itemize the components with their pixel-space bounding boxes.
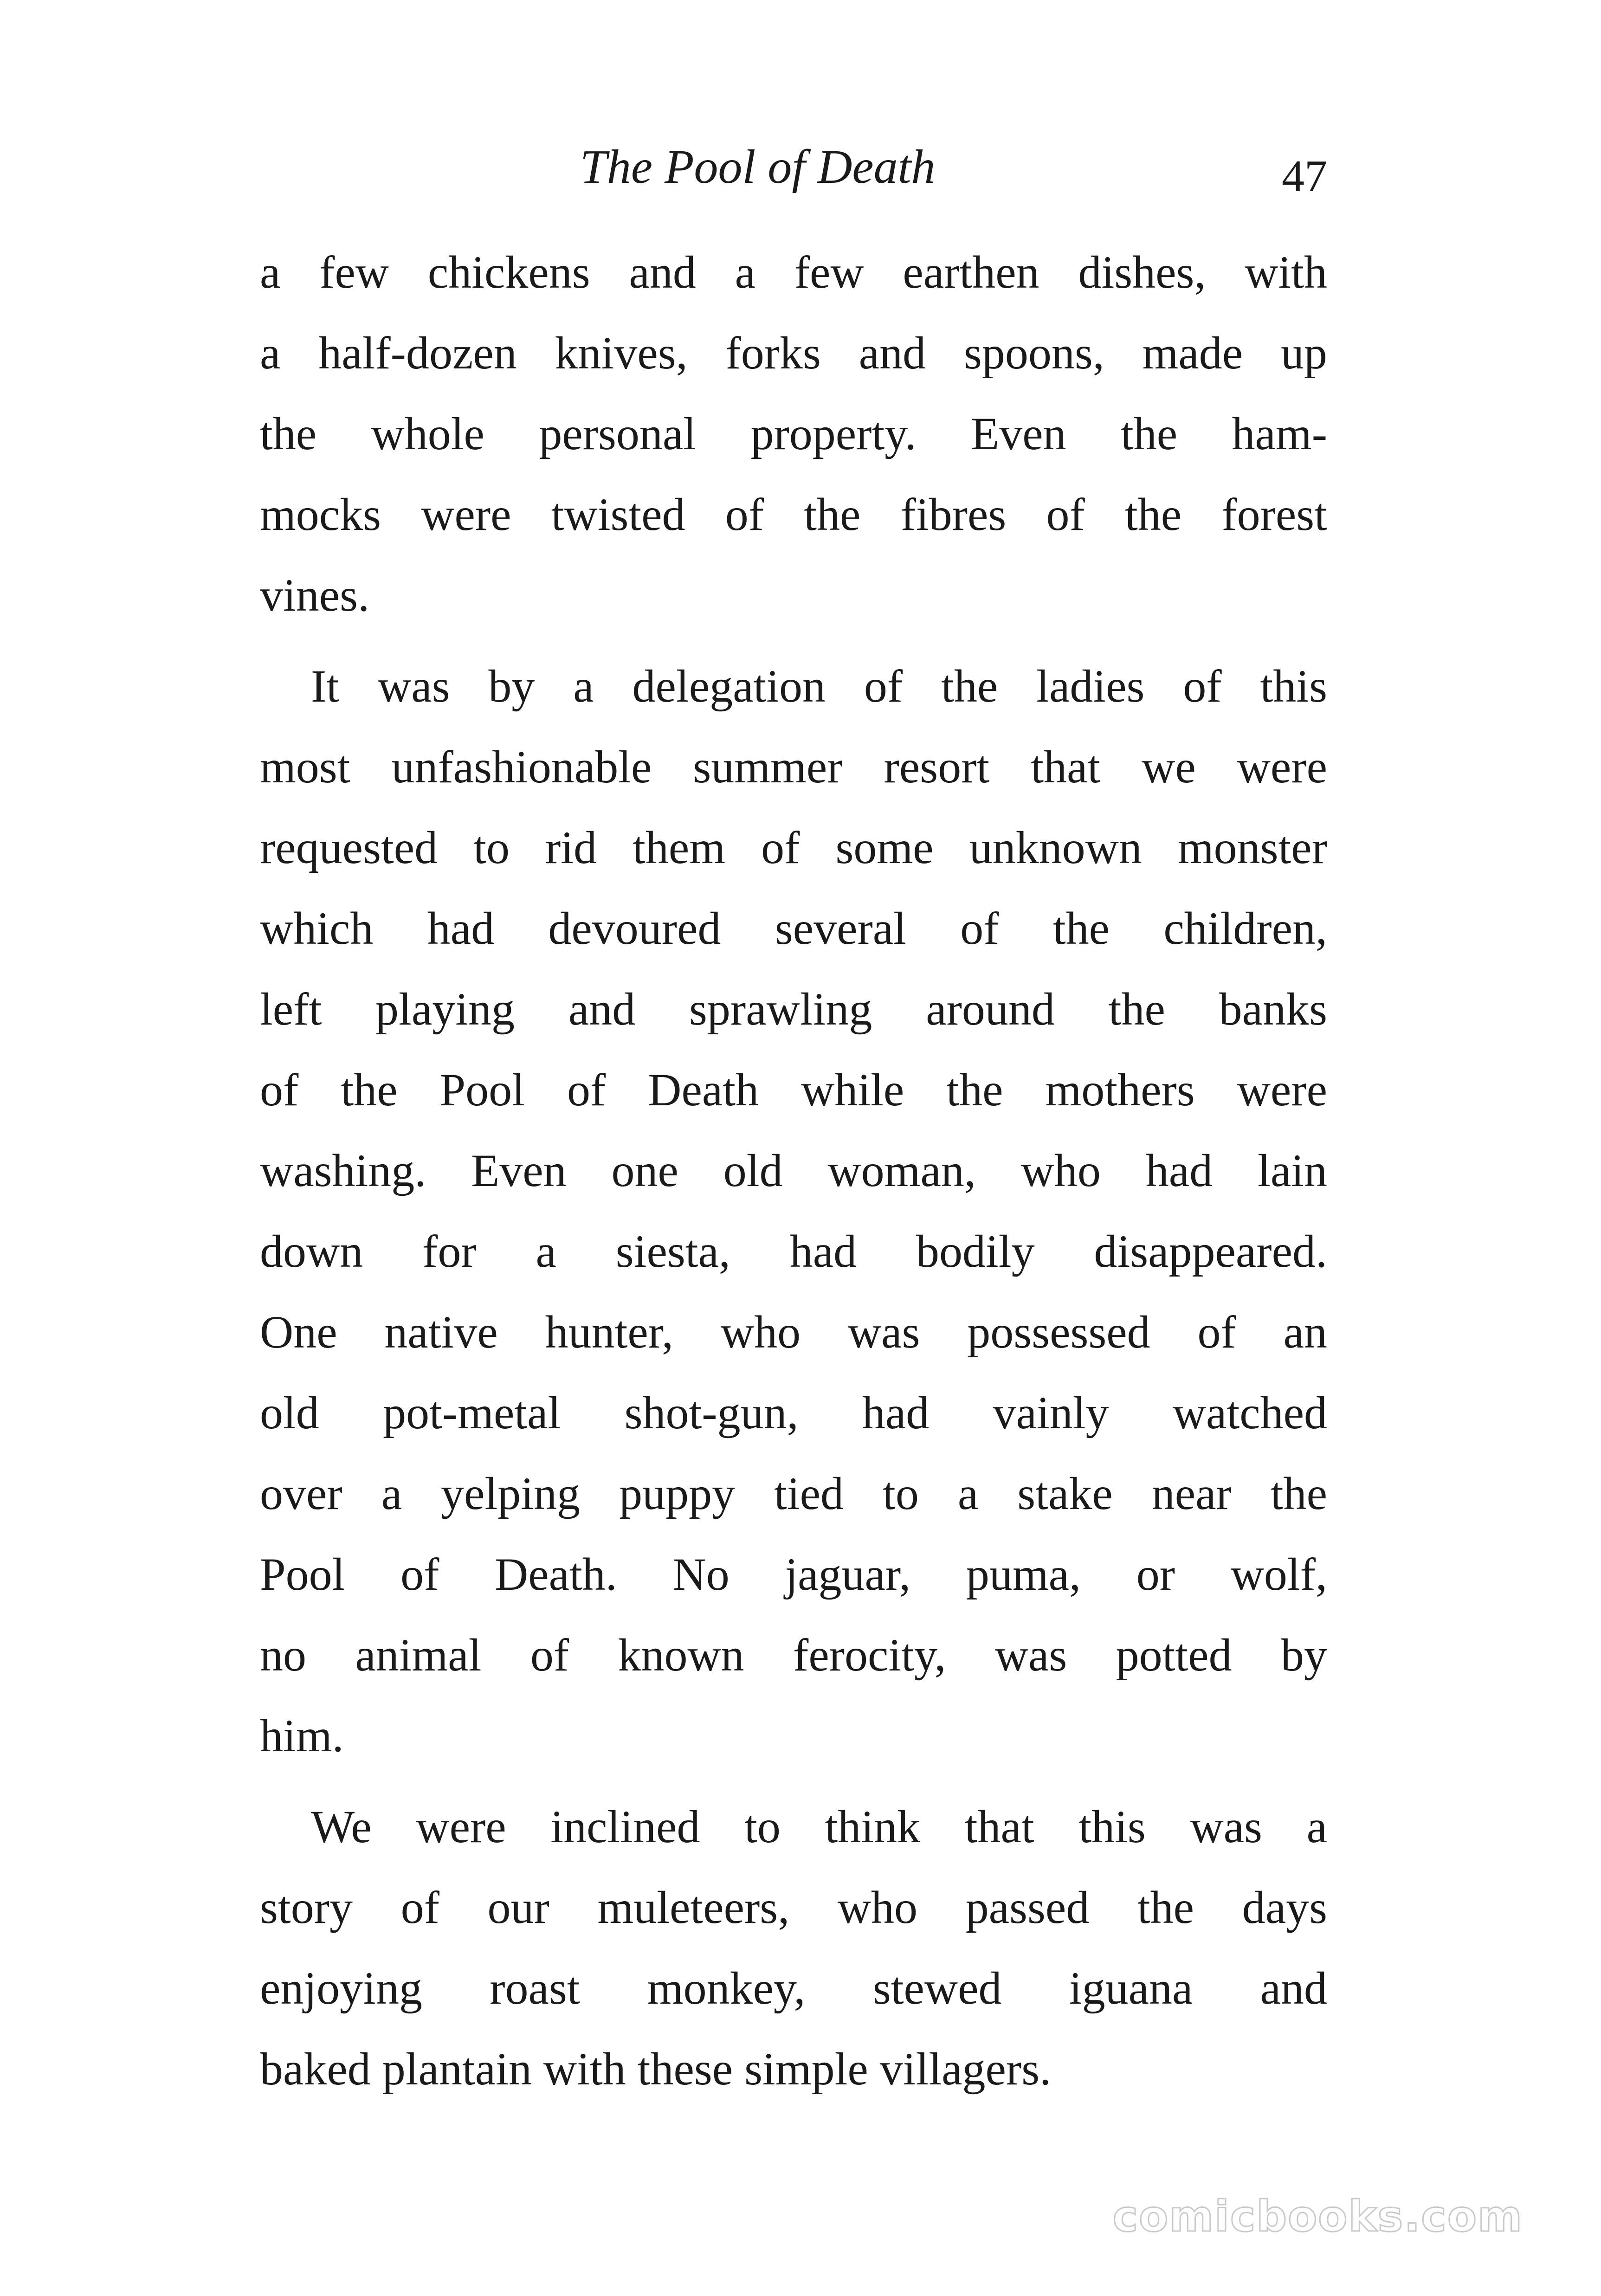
text-line: no animal of known ferocity, was potted by <box>260 1629 1327 1681</box>
paragraph-3 <box>260 1786 1327 2109</box>
text-line: washing. Even one old woman, who had lain <box>260 1145 1327 1196</box>
text-line: the whole personal property. Even the ham- <box>260 408 1327 459</box>
text-line: him. <box>260 1710 344 1761</box>
watermark: comicbooks.com <box>1112 2192 1523 2241</box>
paragraph-2 <box>260 646 1327 1776</box>
text-line: baked plantain with these simple villagers. <box>260 2043 1052 2095</box>
text-line: We were inclined to think that this was a <box>311 1801 1327 1852</box>
text-line: over a yelping puppy tied to a stake near the <box>260 1468 1327 1519</box>
text-line: story of our muleteers, who passed the days <box>260 1882 1327 1933</box>
text-line: old pot-metal shot-gun, had vainly watched <box>260 1387 1327 1438</box>
text-line: requested to rid them of some unknown monster <box>260 822 1327 873</box>
body-text <box>260 232 1327 2109</box>
text-line: a half-dozen knives, forks and spoons, made up <box>260 327 1327 379</box>
text-line: most unfashionable summer resort that we were <box>260 741 1327 793</box>
text-line: down for a siesta, had bodily disappeared. <box>260 1225 1327 1277</box>
running-title: The Pool of Death <box>580 140 936 193</box>
text-line: One native hunter, who was possessed of an <box>260 1306 1327 1358</box>
text-line: left playing and sprawling around the banks <box>260 983 1327 1035</box>
text-line: of the Pool of Death while the mothers were <box>260 1064 1327 1116</box>
page-number: 47 <box>1282 151 1327 201</box>
text-line: a few chickens and a few earthen dishes, with <box>260 246 1327 298</box>
text-line: enjoying roast monkey, stewed iguana and <box>260 1962 1327 2014</box>
paragraph-1 <box>260 232 1327 636</box>
text-line: mocks were twisted of the fibres of the forest <box>260 489 1327 540</box>
text-line: It was by a delegation of the ladies of this <box>311 660 1327 712</box>
text-line: vines. <box>260 569 370 621</box>
text-line: which had devoured several of the children, <box>260 903 1327 954</box>
text-line: Pool of Death. No jaguar, puma, or wolf, <box>260 1548 1327 1600</box>
running-head <box>260 135 1327 209</box>
